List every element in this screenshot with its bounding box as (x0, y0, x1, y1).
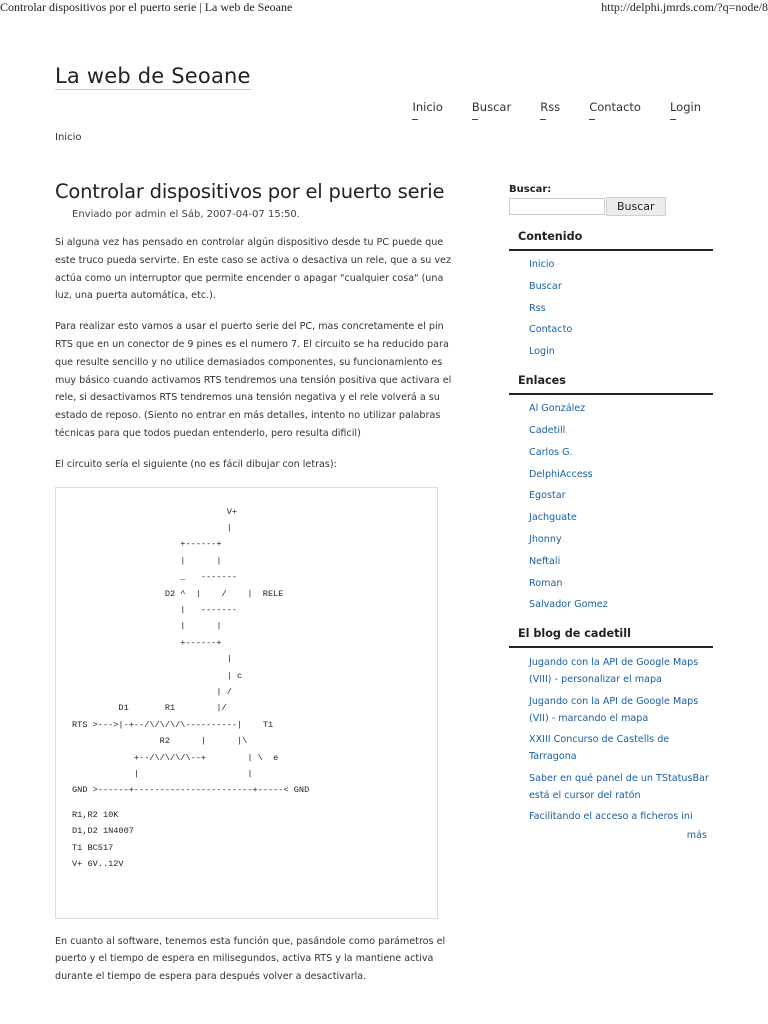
primary-nav (383, 100, 701, 120)
list-item (529, 532, 713, 548)
nav-inicio[interactable]: Inicio (412, 100, 442, 120)
list-item (529, 322, 713, 338)
enlaces-list (509, 401, 713, 613)
sidebar (509, 184, 713, 841)
blog-post-link[interactable]: XXIII Concurso de Castells de Tarragona (529, 734, 670, 763)
list-item (529, 770, 713, 804)
post-paragraph: En cuanto al software, tenemos esta función que, pasándole como parámetros el puerto y el tiempo de espera en milisegundos, activa RTS y la mantiene activa durante el tiempo de espera para después volver a desactivarla. (55, 935, 446, 983)
enlace-link[interactable]: Egostar (529, 490, 566, 502)
list-item (529, 401, 713, 417)
post-paragraph: Si alguna vez has pensado en controlar algún dispositivo desde tu PC puede que este truco pueda servirte. En este caso se activa o desactiva un rele, que a su vez actúa como un interruptor que permite encender o apagar "cualquier cosa" (una luz, una puerta automática, etc.). (55, 237, 451, 302)
block-contenido (509, 230, 713, 360)
nav-rss[interactable]: Rss (540, 100, 560, 120)
breadcrumb-home-link[interactable]: Inicio (55, 132, 82, 143)
block-title-enlaces: Enlaces (509, 374, 713, 395)
list-item (529, 510, 713, 526)
nav-login[interactable]: Login (670, 100, 701, 120)
blog-more-link[interactable]: más (686, 829, 707, 841)
list-item (529, 257, 713, 273)
blog-post-link[interactable]: Saber en qué panel de un TStatusBar está el cursor del ratón (529, 772, 709, 801)
circuit-code-block (55, 487, 438, 919)
print-page-url: http://delphi.jmrds.com/?q=node/8 (601, 0, 768, 14)
enlace-link[interactable]: Jhonny (529, 533, 562, 545)
block-blog-cadetill (509, 627, 713, 841)
enlace-link[interactable]: Neftali (529, 555, 561, 567)
enlace-link[interactable]: Roman (529, 577, 563, 589)
main-content (55, 180, 457, 999)
block-title-blog: El blog de cadetill (509, 627, 713, 648)
list-item (529, 554, 713, 570)
more-link-wrap (509, 830, 713, 841)
list-item (529, 576, 713, 592)
list-item (529, 344, 713, 360)
enlace-link[interactable]: Al González (529, 403, 586, 415)
search-form (509, 197, 713, 216)
post-title: Controlar dispositivos por el puerto serie (55, 180, 445, 203)
nav-buscar[interactable]: Buscar (472, 100, 511, 120)
print-header (0, 0, 768, 16)
contenido-link-contacto[interactable]: Contacto (529, 324, 573, 336)
blog-post-link[interactable]: Facilitando el acceso a ficheros ini (529, 811, 693, 823)
enlace-link[interactable]: Salvador Gomez (529, 599, 608, 611)
search-button[interactable]: Buscar (606, 197, 666, 216)
contenido-link-inicio[interactable]: Inicio (529, 259, 555, 270)
list-item (529, 693, 713, 727)
post-submitted-info: Enviado por admin el Sáb, 2007-04-07 15:50. (72, 209, 300, 220)
blog-post-link[interactable]: Jugando con la API de Google Maps (VII) - marcando el mapa (529, 695, 699, 724)
enlace-link[interactable]: DelphiAccess (529, 468, 593, 480)
search-input[interactable] (509, 198, 605, 215)
list-item (529, 597, 713, 613)
list-item (529, 808, 713, 825)
list-item (529, 301, 713, 317)
list-item (529, 731, 713, 765)
list-item (529, 467, 713, 483)
print-page-title: Controlar dispositivos por el puerto serie | La web de Seoane (0, 0, 293, 14)
post-paragraph: Para realizar esto vamos a usar el puerto serie del PC, mas concretamente el pin RTS que en un conector de 9 pines es el numero 7. El circuito se ha reducido para que resulte sencillo y no utilice demasiados componentes, su funcionamiento es muy básico cuando activamos RTS tendremos una tensión positiva que activara el rele, si desactivamos RTS tendremos una tensión negativa y el rele volverá a su estado de reposo. (Siento no entrar en más detalles, intento no utilizar palabras técnicas para que todos puedan entenderlo, pero resulta dificil) (55, 321, 452, 439)
contenido-link-buscar[interactable]: Buscar (529, 280, 562, 292)
list-item (529, 279, 713, 295)
breadcrumb (55, 132, 81, 143)
enlace-link[interactable]: Carlos G. (529, 446, 573, 458)
blog-post-link[interactable]: Jugando con la API de Google Maps (VIII) - personalizar el mapa (529, 657, 699, 686)
list-item (529, 423, 713, 439)
nav-contacto[interactable]: Contacto (589, 100, 641, 120)
contenido-list (509, 257, 713, 360)
components-list: R1,R2 10K D1,D2 1N4007 T1 BC517 V+ 6V..12V (72, 809, 134, 870)
site-title-link[interactable]: La web de Seoane (55, 64, 251, 88)
enlace-link[interactable]: Jachguate (529, 512, 577, 524)
circuit-ascii-diagram: V+ | +------+ | | _ ------- D2 ^ | / | RELE | ------- | | +------+ | | c | / D1 R1 |/ RTS >--->|-+--/\/\/\/\----------| T1 R2 | |\ +--/\/\/\/\--+ | \ e | | GND >------+-----------------------+-----< GND (72, 506, 310, 796)
list-item (529, 488, 713, 504)
search-label: Buscar: (509, 184, 552, 195)
list-item (529, 654, 713, 688)
block-enlaces (509, 374, 713, 613)
block-title-contenido: Contenido (509, 230, 713, 251)
contenido-link-rss[interactable]: Rss (529, 302, 546, 314)
blog-post-list (509, 654, 713, 825)
enlace-link[interactable]: Cadetill (529, 424, 566, 436)
list-item (529, 445, 713, 461)
contenido-link-login[interactable]: Login (529, 346, 555, 358)
post-paragraph: El circuito sería el siguiente (no es fácil dibujar con letras): (55, 458, 337, 470)
